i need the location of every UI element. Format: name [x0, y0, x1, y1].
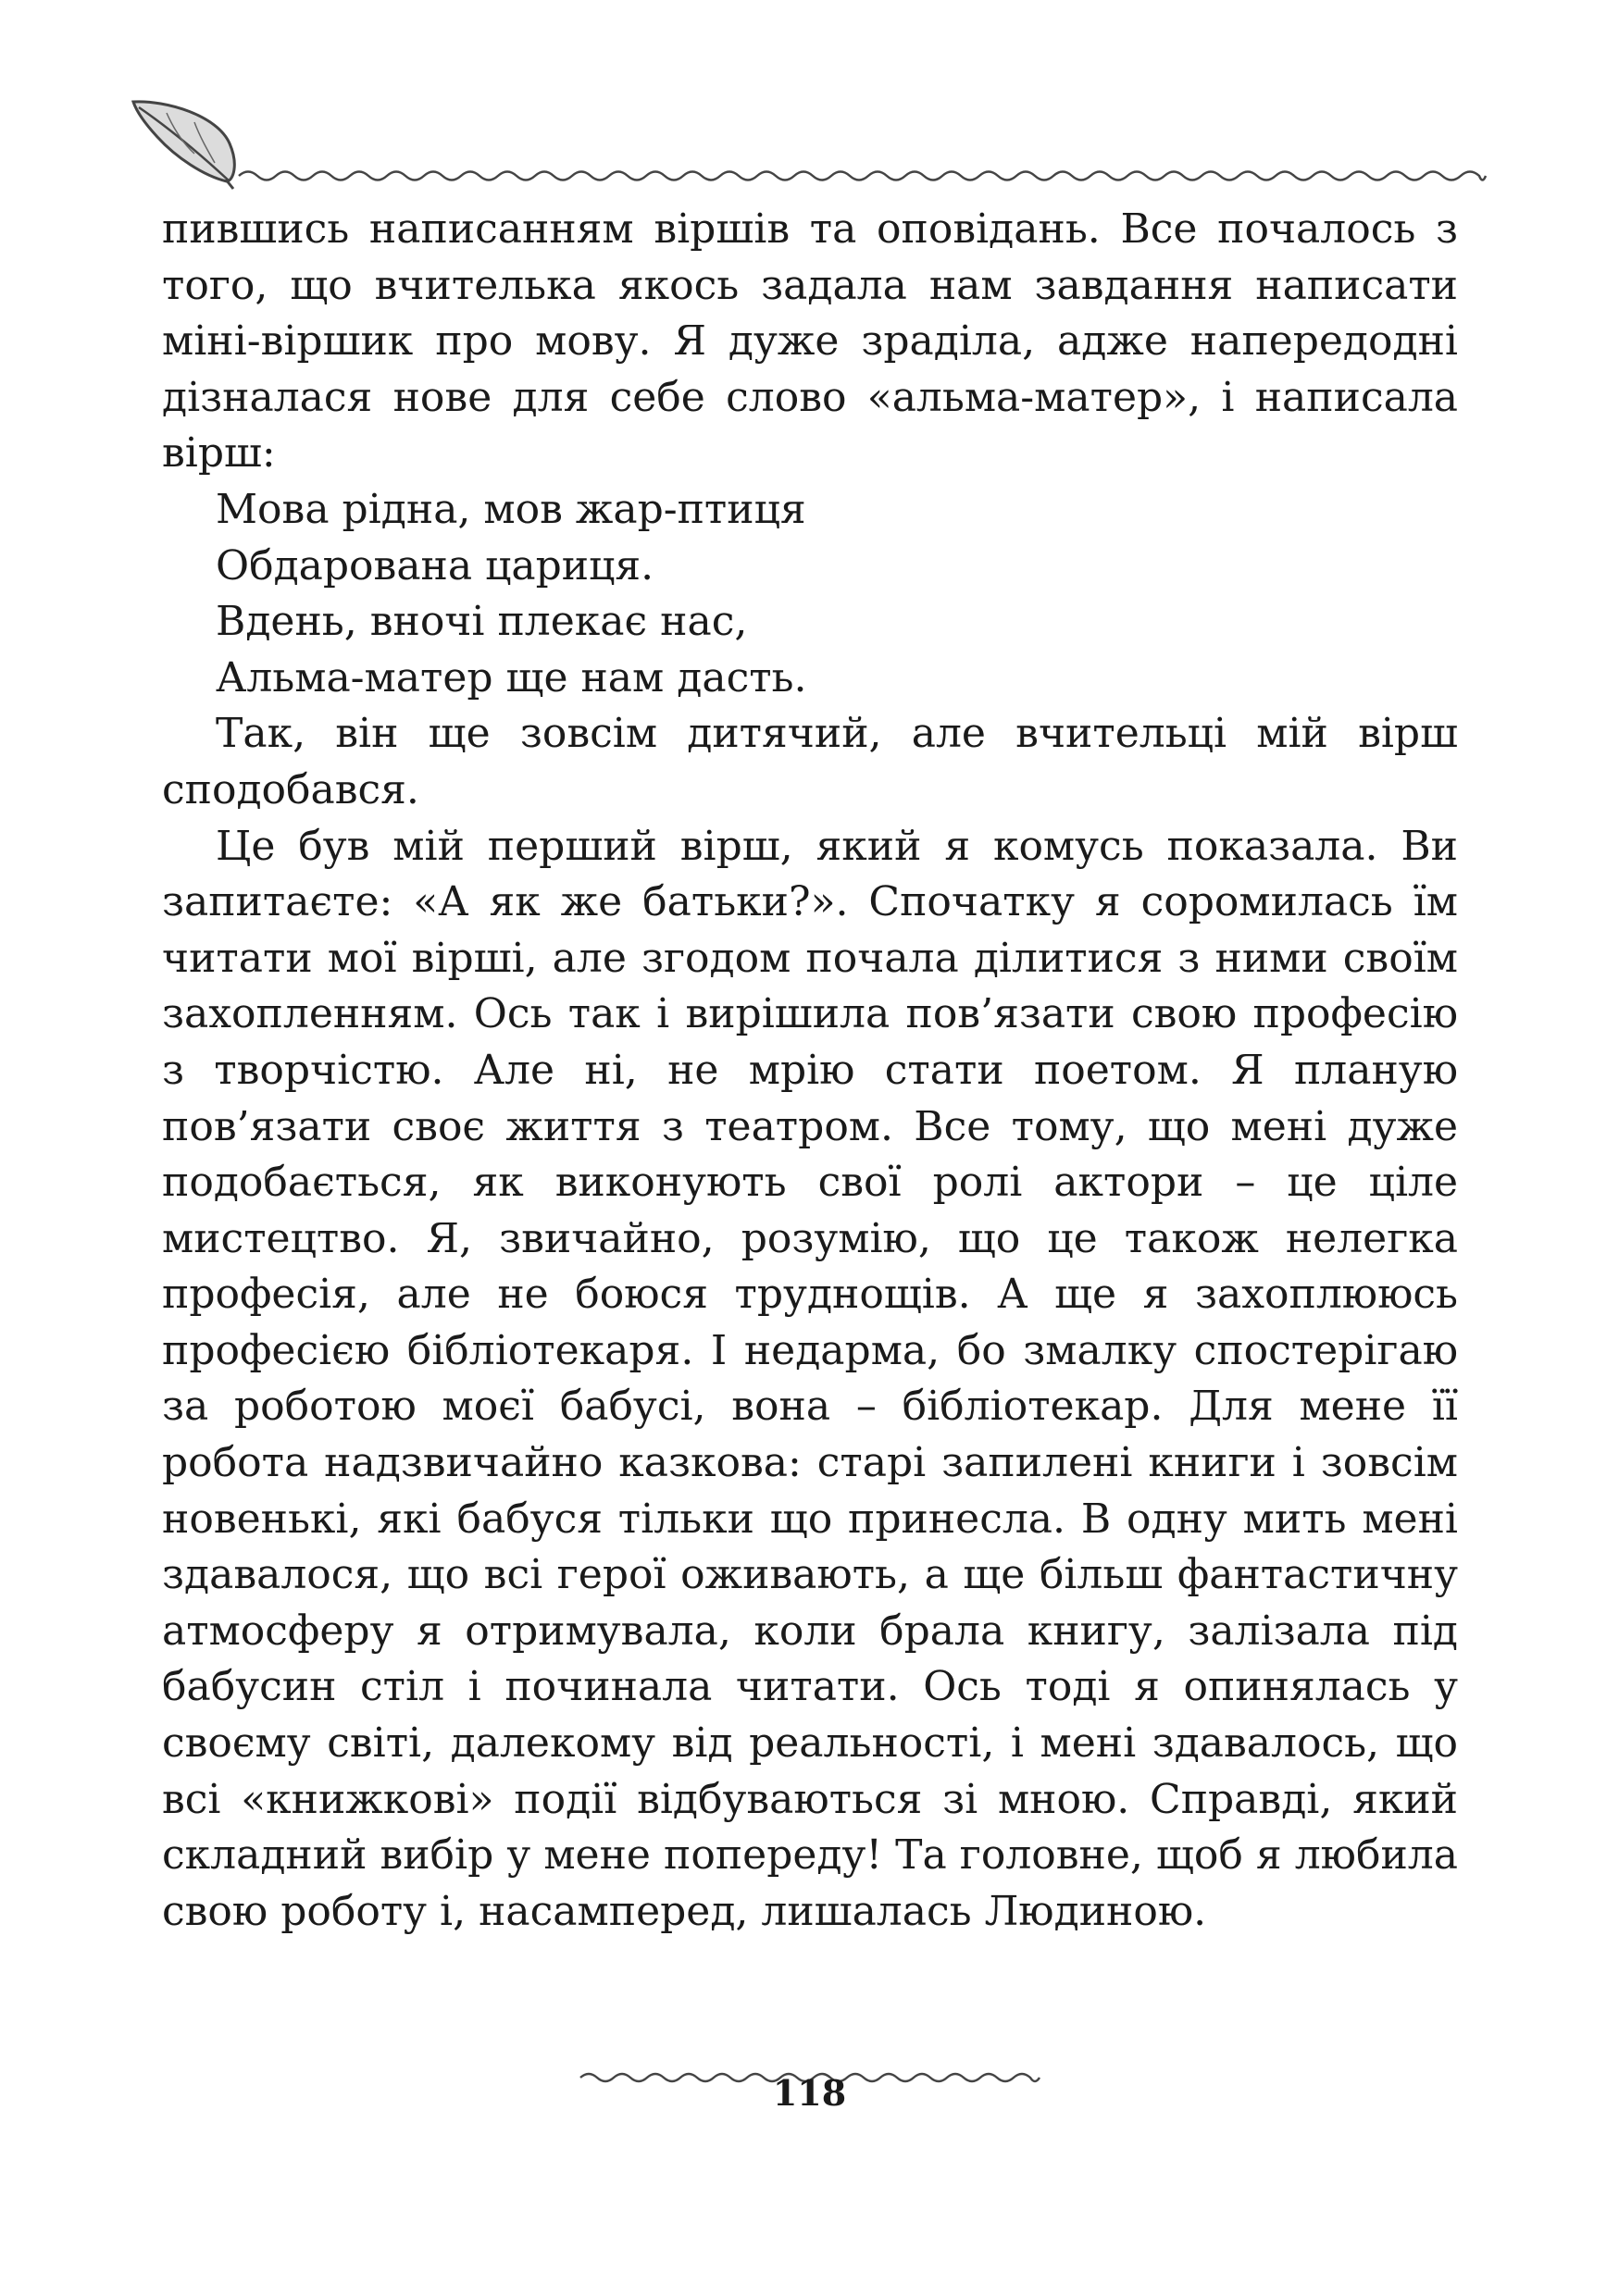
- paragraph: Це був мій перший вірш, який я комусь показала. Ви запитаєте: «А як же батьки?». Спочатку я соромилась їм читати мої вірші, але згодом почала ділитися з ними своїм захопленням. Ось так і вирішила пов’язати свою професію з творчістю. Але ні, не мрію стати поетом. Я планую пов’язати своє життя з театром. Все тому, що мені дуже подобається, як виконують свої ролі актори – це ціле мистецтво. Я, звичайно, розумію, що це також нелегка професія, але не боюся труднощів. А ще я захоплююсь професією бібліотекаря. І недарма, бо змалку спостерігаю за роботою моєї бабусі, вона – бібліотекар. Для мене її робота надзвичайно казкова: старі запилені книги і зовсім новенькі, які бабуся тільки що принесла. В одну мить мені здавалося, що всі герої оживають, а ще більш фантастичну атмосферу я отримувала, коли брала книгу, залізала під бабусин стіл і починала читати. Ось тоді я опинялась у своєму світі, далекому від реальності, і мені здавалось, що всі «книжкові» події відбуваються зі мною. Справді, який складний вибір у мене попереду! Та головне, щоб я любила свою роботу і, насамперед, лишалась Людиною.: [162, 822, 1458, 1935]
- body-text: [162, 202, 1458, 1940]
- poem-line: Вдень, вночі плекає нас,: [216, 598, 748, 646]
- poem: [162, 482, 1458, 706]
- poem-line: Обдарована цариця.: [216, 541, 654, 590]
- poem-line: Мова рідна, мов жар-птиця: [216, 485, 806, 533]
- page-number: 118: [772, 2072, 847, 2114]
- header-ornament: [130, 93, 1490, 194]
- paragraph: Так, він ще зовсім дитячий, але вчительці мій вірш сподобався.: [162, 710, 1458, 813]
- feather-quill-icon: [133, 102, 234, 189]
- paragraph: пившись написанням віршів та оповідань. Все почалось з того, що вчителька якось задала нам завдання написати міні-віршик про мову. Я дуже зраділа, адже напередодні дізналася нове для себе слово «альма-матер», і написала вірш:: [162, 205, 1458, 478]
- header-wavy-rule: [239, 172, 1486, 180]
- poem-line: Альма-матер ще нам дасть.: [216, 653, 807, 701]
